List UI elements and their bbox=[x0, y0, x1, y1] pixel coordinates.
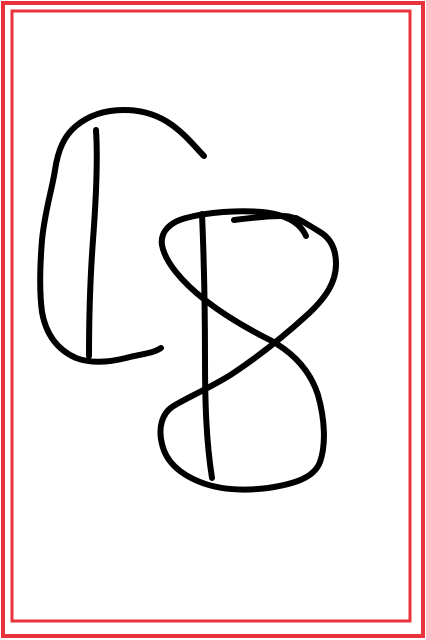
letter-c-arc bbox=[40, 110, 204, 362]
letter-c-vertical-line bbox=[89, 130, 97, 356]
outer-frame-border bbox=[3, 3, 423, 636]
inner-frame-border bbox=[12, 11, 410, 621]
figure-eight-vertical-line bbox=[202, 214, 212, 478]
figure-eight-loop bbox=[160, 211, 336, 489]
